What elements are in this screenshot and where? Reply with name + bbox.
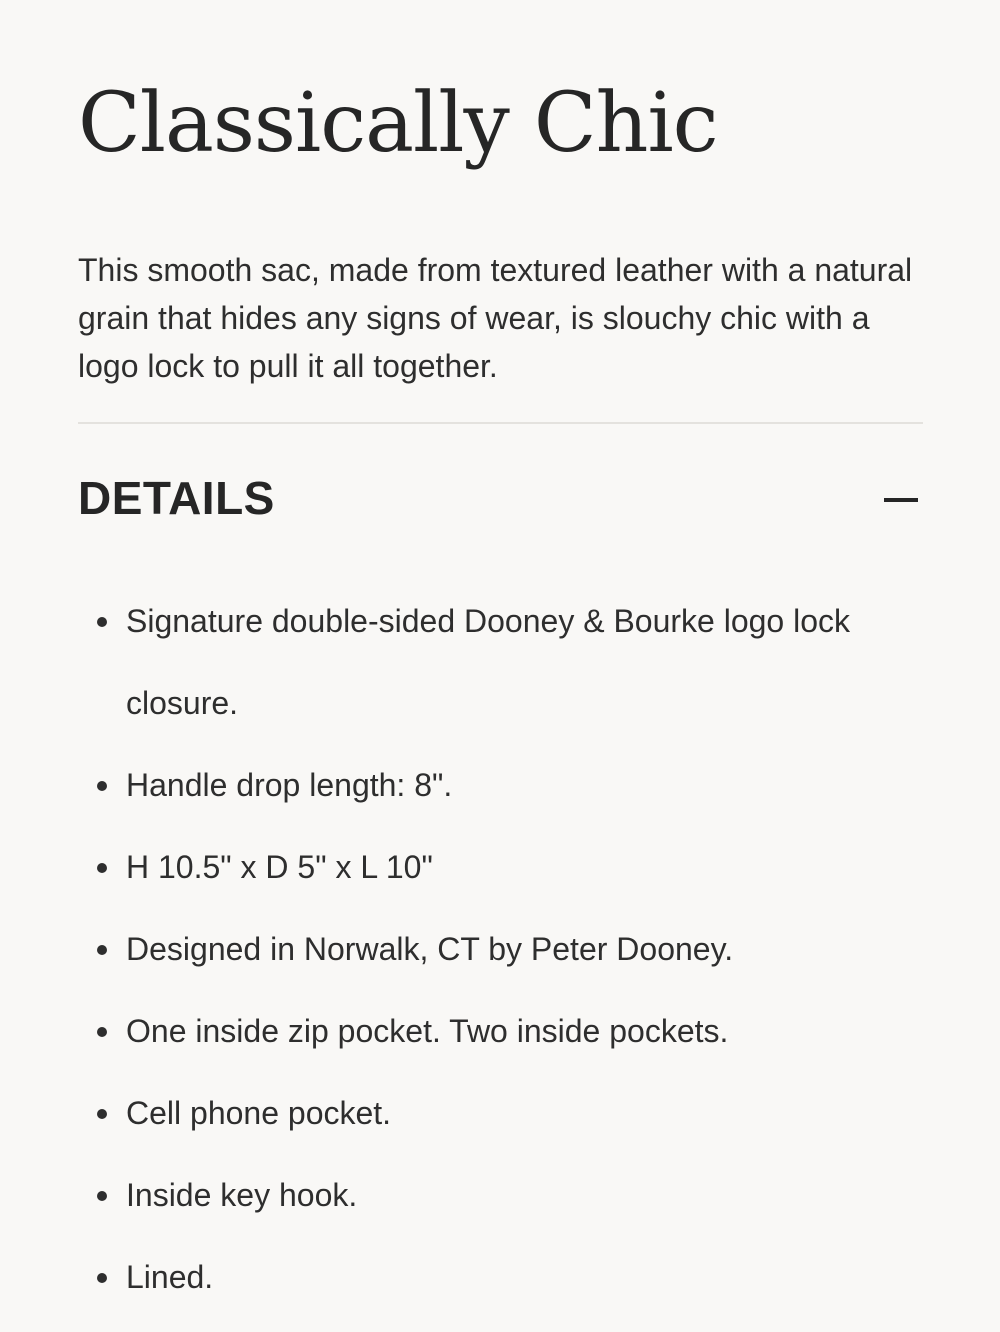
minus-icon[interactable] — [884, 488, 918, 512]
details-accordion-header[interactable] — [78, 470, 923, 530]
product-title: Classically Chic — [78, 76, 718, 171]
product-description: This smooth sac, made from textured leather with a natural grain that hides any signs of wear, is slouchy chic with a logo lock to pull it all together. — [78, 252, 913, 384]
list-item: One inside zip pocket. Two inside pockets. — [78, 990, 906, 1072]
details-heading: DETAILS — [78, 472, 275, 524]
list-item: Designed in Norwalk, CT by Peter Dooney. — [78, 908, 906, 990]
list-item: Cell phone pocket. — [78, 1072, 906, 1154]
list-item: Signature double-sided Dooney & Bourke logo lock closure. — [78, 580, 906, 744]
list-item: Inside key hook. — [78, 1154, 906, 1236]
list-item: H 10.5" x D 5" x L 10" — [78, 826, 906, 908]
list-item: Handle drop length: 8". — [78, 744, 906, 826]
list-item: Lined. — [78, 1236, 906, 1318]
section-divider — [78, 422, 923, 424]
details-list — [78, 580, 923, 1318]
